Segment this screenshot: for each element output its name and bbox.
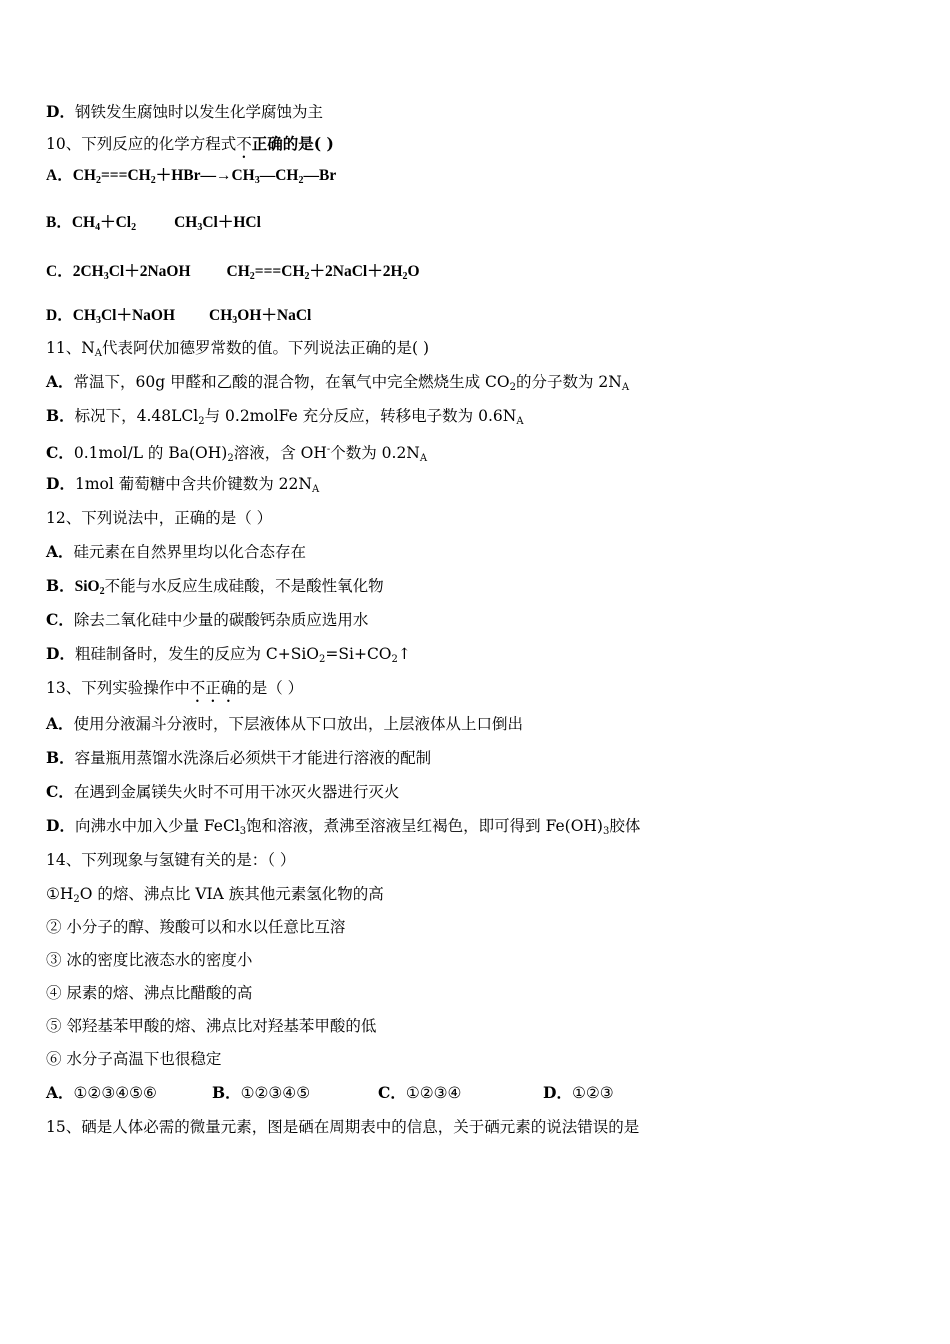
option-text: 不能与水反应生成硅酸，不是酸性氧化物 [104,577,384,595]
option-text: ①②③④⑤⑥ [73,1084,157,1102]
option-letter: B． [212,1083,241,1102]
q12-option-b [46,576,384,602]
item-text: ② 小分子的醇、羧酸可以和水以任意比互溶 [46,918,346,936]
eq-part: CH [226,263,250,280]
option-text: 向沸水中加入少量 FeCl [74,817,240,835]
eq-sub: 3 [254,175,260,186]
option-letter: D． [543,1083,572,1102]
option-letter: D． [46,102,75,121]
eq-sub: 2 [298,175,304,186]
q14-item-5 [46,1016,376,1036]
eq-sub: 3 [95,315,101,326]
eq-part: ===CH [100,167,151,184]
option-letter: A． [46,714,74,733]
q13-option-c [46,782,399,802]
option-text: 0.1mol/L 的 Ba(OH) [73,444,228,462]
eq-part: Cl＋HCl [202,214,261,231]
option-text: 硅元素在自然界里均以化合态存在 [73,543,307,561]
option-text: 1mol 葡萄糖中含共价键数为 22N [74,475,312,493]
stem-text: 14、下列现象与氢键有关的是：（ ） [46,851,296,869]
option-sub: A [621,382,630,393]
option-letter: D． [46,474,75,493]
eq-part: OH＋NaCl [237,307,312,324]
q14-option-a [46,1083,157,1103]
option-letter: A． [46,542,74,561]
eq-part: ＋HBr—→CH [155,167,255,184]
eq-sub: 2 [249,271,255,282]
q14-option-b [212,1083,310,1103]
option-letter: B． [46,576,75,595]
q11-option-a [46,372,629,398]
option-text: ↑ [397,645,411,663]
stem-text-end: 正确的是( ) [251,134,334,153]
q14-stem [46,850,295,870]
stem-text-end: 的是（ ） [236,679,304,697]
option-text: 常温下，60g 甲醛和乙酸的混合物，在氧气中完全燃烧生成 CO [73,373,510,391]
eq-sub: 3 [103,271,109,282]
option-text: ①②③④⑤ [240,1084,311,1102]
option-sub: 2 [509,382,516,393]
option-text: 除去二氧化硅中少量的碳酸钙杂质应选用水 [73,611,369,629]
eq-part: CH [72,167,96,184]
item-text: ⑥ 水分子高温下也很稳定 [46,1050,222,1068]
q11-option-c [46,440,427,469]
option-text: 容量瓶用蒸馏水洗涤后必须烘干才能进行溶液的配制 [74,749,432,767]
eq-part: O [407,263,420,280]
q10-option-d [46,306,311,331]
option-sub: A [311,484,320,495]
eq-part: Cl＋NaOH [100,307,176,324]
option-text: ①②③④ [405,1084,462,1102]
q14-item-6 [46,1049,221,1069]
eq-sub: 2 [304,271,310,282]
option-letter: C． [46,443,74,462]
q11-option-d [46,474,319,500]
item-text: ③ 冰的密度比液态水的密度小 [46,951,253,969]
option-letter: A． [46,1083,74,1102]
stem-sub: A [94,348,103,359]
eq-part: CH [174,214,198,231]
option-text: 标况下，4.48LCl [74,407,199,425]
item-text: O 的熔、沸点比 VIA 族其他元素氢化物的高 [79,885,384,903]
option-sub: 2 [227,453,234,464]
eq-part: ===CH [254,263,305,280]
q14-item-2 [46,917,345,937]
option-letter: C． [46,610,74,629]
option-sub: 2 [391,654,398,665]
q10-stem [46,134,334,162]
option-letter: C． [46,263,73,280]
q14-item-1 [46,884,384,910]
eq-part: ＋2NaCl＋2H [309,263,403,280]
option-sub: 2 [319,654,326,665]
option-sub: 3 [602,826,610,837]
option-text: 使用分液漏斗分液时，下层液体从下口放出，上层液体从上口倒出 [73,715,524,733]
option-sub: 2 [198,416,205,427]
eq-sub: 4 [95,222,101,233]
option-letter: C． [46,782,74,801]
option-text: 钢铁发生腐蚀时以发生化学腐蚀为主 [74,103,323,121]
item-sub: 2 [73,894,80,905]
stem-emphasis: 不正确 [189,679,237,697]
q13-option-a [46,714,523,734]
option-letter: D． [46,307,73,324]
eq-part: CH [71,214,96,231]
eq-part: CH [72,307,96,324]
q14-item-4 [46,983,252,1003]
q10-option-c [46,262,420,287]
q11-stem [46,338,429,364]
q14-option-c [378,1083,461,1103]
eq-sub: 2 [95,175,101,186]
stem-text: 10、下列反应的化学方程式 [46,135,237,153]
option-letter: D． [46,816,75,835]
q13-stem [46,678,303,706]
item-text: ①H [46,885,74,903]
eq-sub: 2 [131,222,137,233]
q12-option-d [46,644,411,670]
option-text: 粗硅制备时，发生的反应为 C+SiO [74,645,320,663]
eq-sub: 2 [402,271,408,282]
eq-sub: 2 [150,175,156,186]
stem-text: 13、下列实验操作中 [46,679,190,697]
eq-part: Cl＋2NaOH [108,263,191,280]
q10-option-a [46,166,336,191]
option-text: 溶液，含 OH [233,444,327,462]
option-text: ①②③ [571,1084,614,1102]
eq-part: —Br [303,167,337,184]
option-text: 在遇到金属镁失火时不可用干冰灭火器进行灭火 [73,783,400,801]
q10-option-b [46,213,261,238]
option-sub: 3 [239,826,247,837]
eq-part: 2CH [72,263,104,280]
q15-stem [46,1117,639,1137]
item-text: ④ 尿素的熔、沸点比醋酸的高 [46,984,253,1002]
q12-option-c [46,610,368,630]
q14-item-3 [46,950,252,970]
option-text: 与 0.2molFe 充分反应，转移电子数为 0.6N [204,407,517,425]
option-letter: A． [46,167,73,184]
option-letter: B． [46,406,75,425]
stem-text: 11、N [46,339,95,357]
option-letter: C． [378,1083,406,1102]
option-text: SiO [74,578,100,595]
q13-option-d [46,816,640,842]
option-letter: A． [46,372,74,391]
option-sup: - [326,444,331,455]
option-letter: D． [46,644,75,663]
q14-option-d [543,1083,614,1103]
q13-option-b [46,748,431,768]
eq-part: —CH [259,167,299,184]
stem-text-end: 代表阿伏加德罗常数的值。下列说法正确的是( ) [102,339,430,357]
option-text: 个数为 0.2N [330,444,420,462]
stem-emphasis: 不 [236,135,252,153]
q11-option-b [46,406,524,432]
stem-text: 12、下列说法中，正确的是（ ） [46,509,273,527]
option-letter: B． [46,748,75,767]
option-text: 的分子数为 2N [515,373,622,391]
option-text: 胶体 [609,817,641,835]
stem-text: 15、硒是人体必需的微量元素，图是硒在周期表中的信息，关于硒元素的说法错误的是 [46,1118,640,1136]
q12-stem [46,508,272,528]
eq-part: ＋Cl [100,214,132,231]
q12-option-a [46,542,306,562]
eq-sub: 3 [197,222,203,233]
eq-part: CH [209,307,233,324]
option-sub: A [419,453,428,464]
eq-sub: 3 [232,315,238,326]
option-letter: B． [46,214,72,231]
option-sub: A [516,416,524,427]
option-sub: 2 [99,586,105,597]
item-text: ⑤ 邻羟基苯甲酸的熔、沸点比对羟基苯甲酸的低 [46,1017,377,1035]
option-text: =Si+CO [325,645,392,663]
option-text: 饱和溶液，煮沸至溶液呈红褐色，即可得到 Fe(OH) [246,817,603,835]
q9-option-d [46,102,323,122]
